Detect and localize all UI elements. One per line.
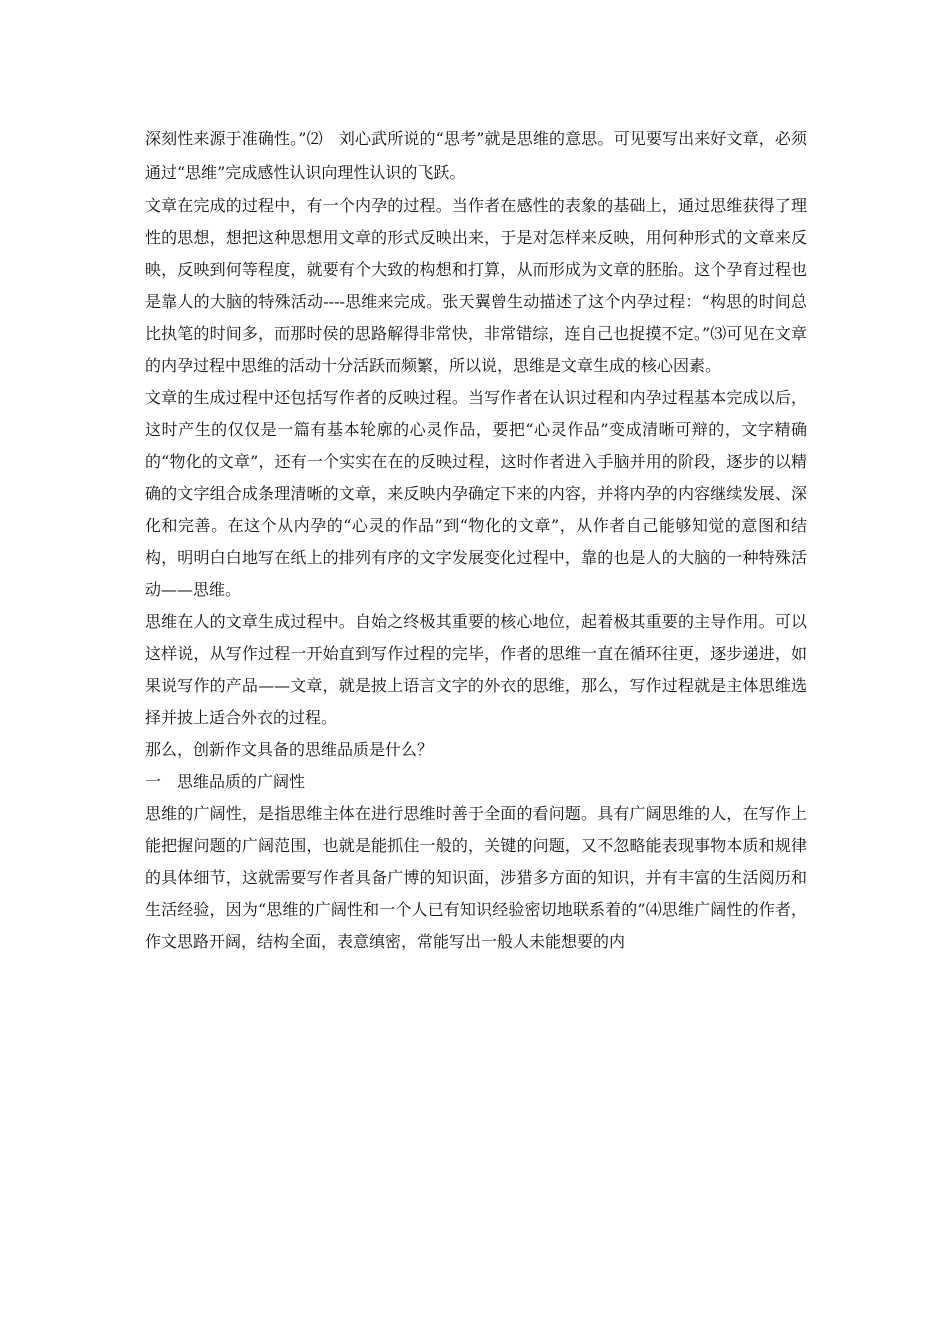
paragraph-5: 思维的广阔性，是指思维主体在进行思维时善于全面的看问题。具有广阔思维的人，在写作上能把握问题的广阔范围，也就是能抓住一般的，关键的问题，又不忽略能表现事物本质和规律的具体细节，这就需要写作者具备广博的知识面，涉猎多方面的知识，并有丰富的生活阅历和生活经验，因为“思维的广阔性和一个人已有知识经验密切地联系着的”⑷思维广阔性的作者，作文思路开阔，结构全面，表意缜密，常能写出一般人未能想要的内 [145,804,807,951]
question-line: 那么，创新作文具备的思维品质是什么？ [145,740,434,759]
document-body [145,122,807,958]
section-heading: 一 思维品质的广阔性 [145,772,306,791]
paragraph-3: 文章的生成过程中还包括写作者的反映过程。当写作者在认识过程和内孕过程基本完成以后，这时产生的仅仅是一篇有基本轮廓的心灵作品，要把“心灵作品”变成清晰可辩的，文字精确的“物化的文章”，还有一个实实在在的反映过程，这时作者进入手脑并用的阶段，逐步的以精确的文字组合成条理清晰的文章，来反映内孕确定下来的内容，并将内孕的内容继续发展、深化和完善。在这个从内孕的“心灵的作品”到“物化的文章”，从作者自己能够知觉的意图和结构，明明白白地写在纸上的排列有序的文字发展变化过程中，靠的也是人的大脑的一种特殊活动——思维。 [145,388,807,599]
paragraph-4: 思维在人的文章生成过程中。自始之终极其重要的核心地位，起着极其重要的主导作用。可以这样说，从写作过程一开始直到写作过程的完毕，作者的思维一直在循环往更，逐步递进，如果说写作的产品——文章，就是披上语言文字的外衣的思维，那么，写作过程就是主体思维选择并披上适合外衣的过程。 [145,612,807,727]
paragraph-2: 文章在完成的过程中，有一个内孕的过程。当作者在感性的表象的基础上，通过思维获得了理性的思想，想把这种思想用文章的形式反映出来，于是对怎样来反映，用何种形式的文章来反映，反映到何等程度，就要有个大致的构想和打算，从而形成为文章的胚胎。这个孕育过程也是靠人的大脑的特殊活动----思维来完成。张天翼曾生动描述了这个内孕过程：“构思的时间总比执笔的时间多，而那时侯的思路解得非常快，非常错综，连自己也捉摸不定。”⑶可见在文章的内孕过程中思维的活动十分活跃而频繁，所以说，思维是文章生成的核心因素。 [145,196,807,375]
paragraph-1: 深刻性来源于准确性。”⑵ 刘心武所说的“思考”就是思维的意思。可见要写出来好文章，必须通过“思维”完成感性认识向理性认识的飞跃。 [145,129,807,182]
